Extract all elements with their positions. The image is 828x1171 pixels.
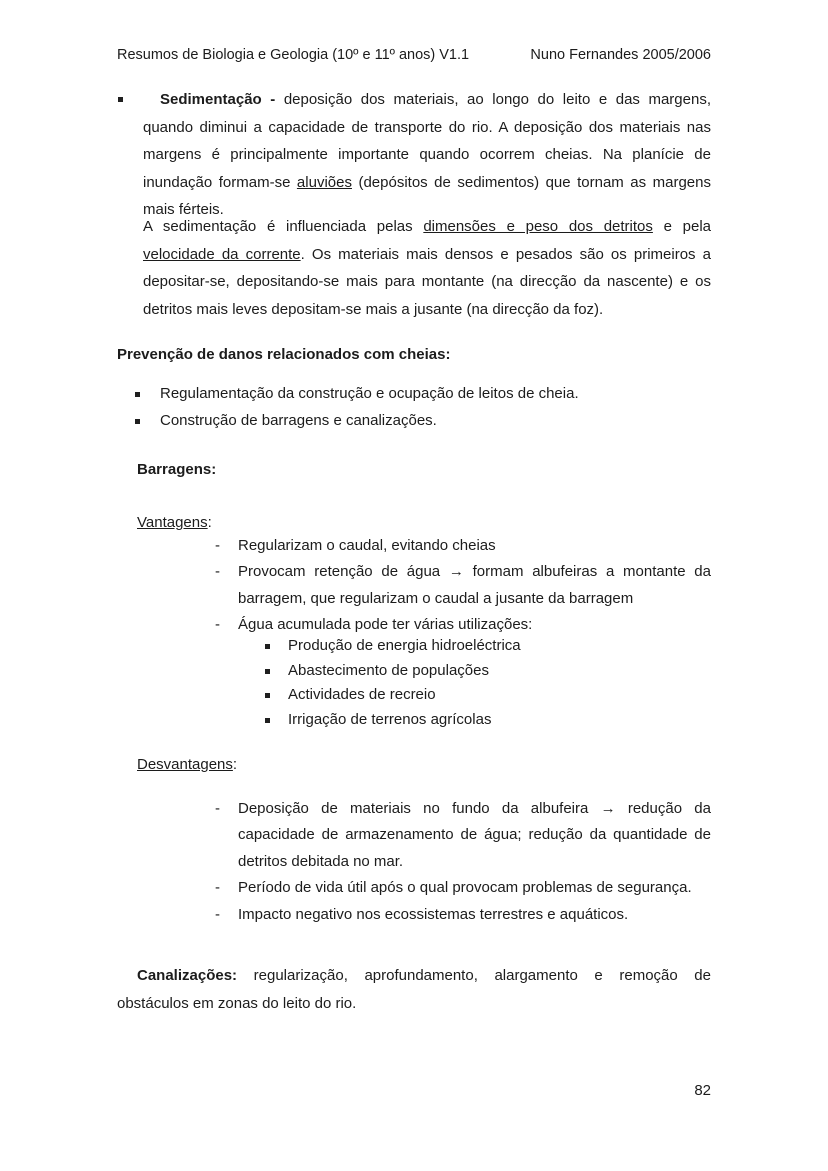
paragraph-influencia [143,213,711,323]
page-header [117,46,711,64]
list-item-text: Irrigação de terrenos agrícolas [288,710,492,728]
underlined-velocidade: velocidade da corrente [143,245,301,263]
list-item-text: Deposição de materiais no fundo da albufeira → redução da capacidade de armazenamento de água; redução da quantidade de detritos debitada no mar. [238,800,711,870]
text-segment: e pela [652,218,712,235]
list-desvantagens [215,796,711,928]
dash-marker: - [215,879,220,897]
list-item-text: Produção de energia hidroeléctrica [288,637,521,654]
heading-prevencao: Prevenção de danos relacionados com cheias: [117,346,451,363]
bullet-square-icon [265,693,270,698]
bullet-square-icon [135,419,140,424]
list-utilizacoes [288,634,711,732]
dash-marker: - [215,537,220,554]
list-item [288,683,711,708]
list-item [215,559,711,612]
heading-vantagens-colon: : [207,514,212,531]
list-item-text: Actividades de recreio [288,686,436,703]
heading-desvantagens [137,751,237,778]
bullet-square-icon [265,718,270,723]
underlined-dimensoes: dimensões e peso dos detritos [423,218,653,235]
heading-desvantagens-text: Desvantagens [137,756,233,773]
page-number: 82 [694,1082,711,1099]
term-canalizacoes: Canalizações: [137,967,238,984]
list-item-text: Impacto negativo nos ecossistemas terrestres e aquáticos. [238,905,629,923]
text-segment: A sedimentação é influenciada pelas [143,218,424,235]
dash-marker: - [215,905,220,923]
dash-marker: - [215,563,220,581]
bullet-square-icon [265,669,270,674]
list-item-text: Regularizam o caudal, evitando cheias [238,537,496,554]
list-item-text: Período de vida útil após o qual provocam problemas de segurança. [238,879,692,897]
list-item [160,381,711,408]
heading-desvantagens-colon: : [232,756,238,773]
paragraph-canalizacoes [117,962,711,1017]
dash-marker: - [215,616,220,634]
paragraph-sedimentacao [143,86,711,224]
bullet-square-icon [118,97,123,102]
list-item [215,902,711,928]
list-item [215,533,711,559]
list-item [215,796,711,875]
list-prevencao [160,381,711,434]
text-segment: (depósitos de sedimentos) que tornam as margens mais férteis. [143,173,711,218]
bullet-square-icon [135,392,140,397]
bullet-square-icon [265,644,270,649]
list-item [160,408,711,435]
list-vantagens [215,533,711,639]
list-item [288,634,711,659]
underlined-aluvioes: aluviões [296,173,352,191]
list-item-text: Construção de barragens e canalizações. [160,411,437,429]
dash-marker: - [215,800,220,817]
header-author: Nuno Fernandes 2005/2006 [530,47,711,63]
heading-vantagens [137,509,212,536]
list-item-text: Regulamentação da construção e ocupação de leitos de cheia. [160,385,579,402]
list-item-text: Abastecimento de populações [288,661,489,679]
list-item-text: Provocam retenção de água → formam albufeiras a montante da barragem, que regularizam o caudal a jusante da barragem [238,563,711,607]
list-item [288,708,711,733]
heading-vantagens-text: Vantagens [137,514,208,531]
list-item-text: Água acumulada pode ter várias utilizações: [238,616,533,634]
heading-barragens: Barragens: [137,461,217,478]
list-item [288,659,711,684]
header-title: Resumos de Biologia e Geologia (10º e 11º anos) V1.1 [117,47,470,63]
list-item [215,875,711,901]
text-segment: . Os materiais mais densos e pesados são os primeiros a depositar-se, depositando-se mais para montante (na direcção da nascente) e os detritos mais leves depositam-se mais a jusante (na direcção da foz). [143,245,712,318]
term-sedimentacao: Sedimentação - [160,91,284,108]
text-segment: regularização, aprofundamento, alargamento e remoção de obstáculos em zonas do leito do rio. [117,967,711,1012]
text-segment: deposição dos materiais, ao longo do leito e das margens, quando diminui a capacidade de transporte do rio. A deposição dos materiais nas margens é principalmente importante quando ocorrem cheias. Na planície de inundação formam-se [143,91,711,191]
